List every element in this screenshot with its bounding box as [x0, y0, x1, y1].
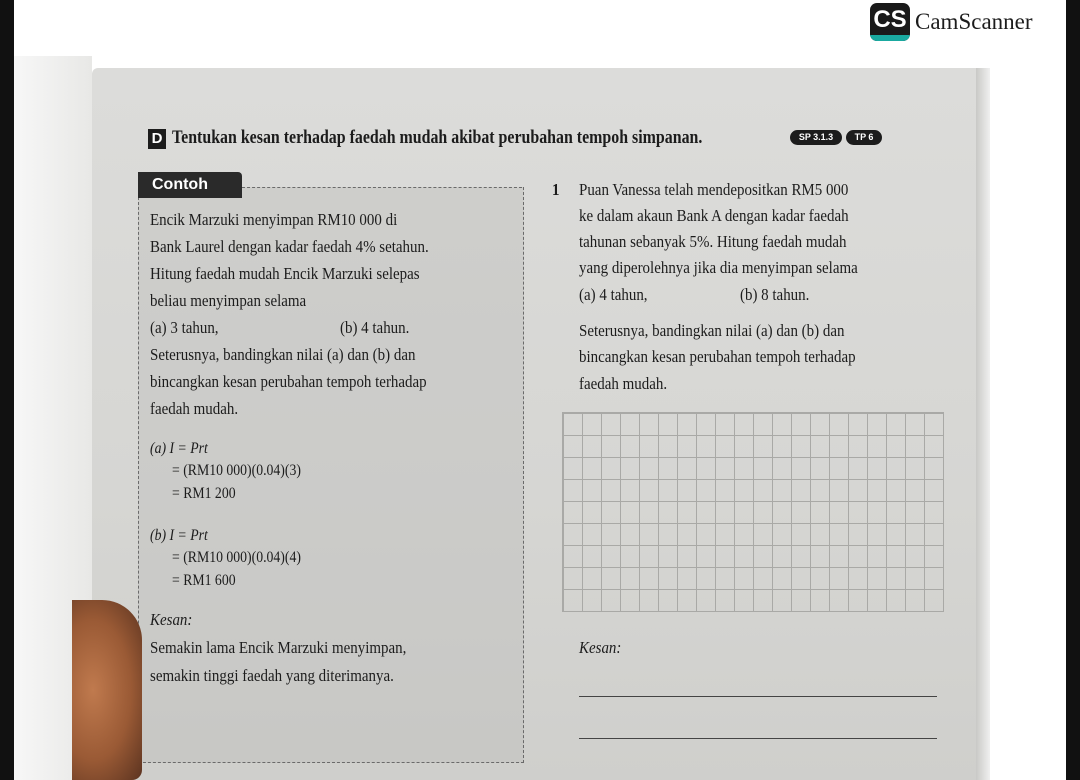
example-follow-2: bincangkan kesan perubahan tempoh terhadap [150, 372, 427, 391]
solution-b-result: = RM1 600 [172, 572, 236, 589]
example-line-4: beliau menyimpan selama [150, 291, 307, 310]
solution-b-formula: (b) I = Prt [150, 527, 208, 544]
example-kesan-line-1: Semakin lama Encik Marzuki menyimpan, [150, 638, 407, 657]
answer-grid[interactable] [562, 412, 944, 612]
question-number: 1 [552, 180, 560, 199]
sp-badge: SP 3.1.3 [790, 130, 842, 145]
example-kesan-label: Kesan: [150, 610, 193, 629]
answer-line-2[interactable] [579, 738, 937, 739]
example-line-3: Hitung faedah mudah Encik Marzuki selepas [150, 264, 420, 283]
example-line-2: Bank Laurel dengan kadar faedah 4% setahun. [150, 237, 429, 256]
question-follow-3: faedah mudah. [579, 374, 668, 393]
example-box-border [242, 187, 522, 188]
thumb [72, 600, 142, 780]
section-letter: D [148, 129, 166, 149]
solution-a-result: = RM1 200 [172, 485, 236, 502]
question-follow-2: bincangkan kesan perubahan tempoh terhadap [579, 347, 856, 366]
example-part-a: (a) 3 tahun, [150, 318, 219, 337]
question-line-2: ke dalam akaun Bank A dengan kadar faedah [579, 206, 849, 225]
solution-a-formula: (a) I = Prt [150, 440, 208, 457]
question-follow-1: Seterusnya, bandingkan nilai (a) dan (b) dan [579, 321, 845, 340]
example-kesan-line-2: semakin tinggi faedah yang diterimanya. [150, 666, 394, 685]
example-line-1: Encik Marzuki menyimpan RM10 000 di [150, 210, 398, 229]
question-part-b: (b) 8 tahun. [740, 285, 810, 304]
tp-badge: TP 6 [846, 130, 882, 145]
app-name: CamScanner [915, 9, 1033, 34]
example-follow-3: faedah mudah. [150, 399, 239, 418]
question-part-a: (a) 4 tahun, [579, 285, 648, 304]
section-heading: Tentukan kesan terhadap faedah mudah akibat perubahan tempoh simpanan. [172, 128, 703, 148]
camscanner-logo [870, 3, 910, 41]
example-part-b: (b) 4 tahun. [340, 318, 410, 337]
example-tab: Contoh [138, 172, 242, 198]
page-edge [976, 68, 990, 780]
example-follow-1: Seterusnya, bandingkan nilai (a) dan (b) dan [150, 345, 416, 364]
question-line-3: tahunan sebanyak 5%. Hitung faedah mudah [579, 232, 847, 251]
logo-accent-bar [870, 35, 910, 41]
solution-b-step: = (RM10 000)(0.04)(4) [172, 549, 301, 566]
solution-a-step: = (RM10 000)(0.04)(3) [172, 462, 301, 479]
answer-line-1[interactable] [579, 696, 937, 697]
logo-text: CS [873, 6, 907, 33]
question-kesan-label: Kesan: [579, 638, 622, 657]
question-line-4: yang diperolehnya jika dia menyimpan selama [579, 258, 858, 277]
question-line-1: Puan Vanessa telah mendepositkan RM5 000 [579, 180, 849, 199]
